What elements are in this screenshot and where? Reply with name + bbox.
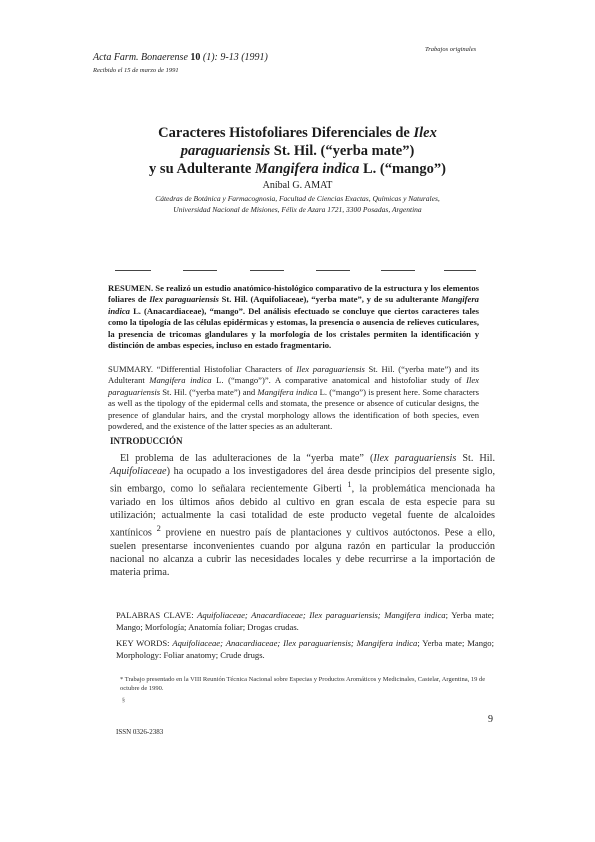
resumen-lead: RESUMEN. [108, 283, 154, 293]
intro-paragraph [110, 452, 495, 580]
keywords-label: PALABRAS CLAVE: [116, 610, 198, 620]
title-line-3 [60, 160, 535, 179]
keywords-taxa: Aquifoliaceae; Anacardiaceae; Ilex paraguariensis; Mangifera indica [172, 638, 418, 648]
family-name: Aquifoliaceae [110, 466, 167, 478]
summary-text: SUMMARY. “Differential Histofoliar Characters of [108, 364, 297, 374]
issn: ISSN 0326-2383 [116, 728, 164, 736]
title-genus: Ilex [413, 125, 437, 141]
keywords-text: ; Yerba mate; Mango; Morphology: Foliar anatomy; Crude drugs. [116, 638, 494, 660]
journal-volume: 10 [190, 52, 201, 63]
keywords-spanish [116, 610, 494, 633]
summary-text: L. (“mango”)”. A comparative anatomical and histofoliar study of [211, 375, 467, 386]
species-name: Mangifera indica [149, 375, 212, 386]
summary-text: L. (“mango”) is present here. Some characters as well as the tipology of the epidermal cells and stomata, the presence or absence of cuticular designs, the presence of glandular hairs, and the crystal morphology allows the identification of both species, even powdered, and the existence of the latter species as an adulterant. [108, 386, 479, 432]
resumen-text: Se realizó un estudio anatómico-histológico comparativo de la estructura y los elementos foliares de [108, 283, 479, 305]
resumen [108, 283, 479, 351]
species-name: Ilex paraguariensis [108, 375, 479, 397]
title-text: L. (“mango”) [359, 161, 446, 177]
divider [115, 270, 151, 271]
section-label: Trabajos originales [425, 46, 477, 53]
species-name: Ilex paraguariensis [149, 294, 219, 305]
section-heading: INTRODUCCIÓN [110, 436, 183, 446]
page-number: 9 [488, 714, 493, 725]
title-species: paraguariensis [180, 143, 271, 159]
summary-text: St. Hil. (“yerba mate”) and its Adulterant [108, 364, 480, 386]
keywords-english [116, 638, 494, 661]
intro-text: proviene en nuestro país de plantaciones y cultivos autóctonos. Pese a ello, suelen presentarse inconvenientes cuando por alguna razón en particular la producción nacional no alcanza a cubrir las necesidades locales y debe recurrirse a la importación de materia prima. [110, 527, 496, 579]
keywords-text: ; Yerba mate; Mango; Morfología; Anatomía foliar; Drogas crudas. [116, 610, 494, 632]
journal-citation [93, 52, 268, 63]
intro-text: ) ha ocupado a los investigadores del área desde principios del presente siglo, sin embargo, como lo señalara recientemente Giberti [110, 466, 495, 495]
species-name: Ilex paraguariensis [373, 453, 457, 464]
divider [444, 270, 476, 271]
keywords-label: KEY WORDS: [116, 638, 173, 648]
title-line-2 [60, 142, 535, 161]
divider [381, 270, 415, 271]
affiliation-line-1: Cátedras de Botánica y Farmacognosia, Facultad de Ciencias Exactas, Químicas y Naturales, [155, 194, 440, 203]
divider [316, 270, 350, 271]
author: Aníbal G. AMAT [262, 180, 333, 191]
footnote: * Trabajo presentado en la VIII Reunión Técnica Nacional sobre Especias y Productos Aromáticos y Medicinales, Castelar, Argentina, 19 de octubre de 1990. [120, 676, 486, 692]
received-date: Recibido el 15 de marzo de 1991 [93, 67, 179, 74]
affiliation-line-2: Universidad Nacional de Misiones, Félix de Azara 1721, 3300 Posadas, Argentina [173, 205, 422, 214]
reference-number: 1 [347, 479, 352, 490]
intro-text: , la problemática mencionada ha variado en los últimos años debido al cultivo en gran escala de esta especie para su utilización; actualmente la casi totalidad de este producto vegetal fuente de alcaloides xantínicos [110, 483, 495, 539]
title-text: y su Adulterante [149, 161, 255, 177]
summary-text: St. Hil. (“yerba mate”) and [160, 386, 258, 397]
resumen-text: St. Hil. (Aquifoliaceae), “yerba mate”, y de su adulterante [218, 294, 442, 305]
title-adulterant: Mangifera indica [255, 161, 360, 177]
journal-issue-pages: (1): 9-13 (1991) [202, 52, 268, 63]
species-name: Mangifera indica [108, 294, 479, 316]
intro-text: St. Hil. [456, 453, 496, 464]
journal-name: Acta Farm. Bonaerense [93, 52, 188, 63]
title-text: St. Hil. (“yerba mate”) [270, 143, 415, 159]
keywords-taxa: Aquifoliaceae; Anacardiaceae; Ilex paraguariensis; Mangifera indica [197, 610, 446, 620]
species-name: Mangifera indica [257, 386, 318, 397]
title-line-1 [60, 124, 535, 143]
footnote-mark: § [122, 698, 125, 704]
resumen-text: L. (Anacardiaceae), “mango”. Del análisis efectuado se concluye que ciertos caracteres tales como la tipología de las células epidérmicas y estomas, la presencia o ausencia de relieves cuticulares, la presencia de tricomas glandulares y la morfología de los cristales permiten la identificación y distinción de ambas especies, incluso en estado fragmentario. [108, 305, 479, 351]
title-text: Caracteres Histofoliares Diferenciales de [158, 125, 414, 141]
summary [108, 364, 479, 432]
reference-number: 2 [156, 523, 161, 534]
divider [250, 270, 284, 271]
divider [183, 270, 217, 271]
species-name: Ilex paraguariensis [296, 364, 365, 374]
intro-text: El problema de las adulteraciones de la “yerba mate” ( [120, 453, 374, 464]
